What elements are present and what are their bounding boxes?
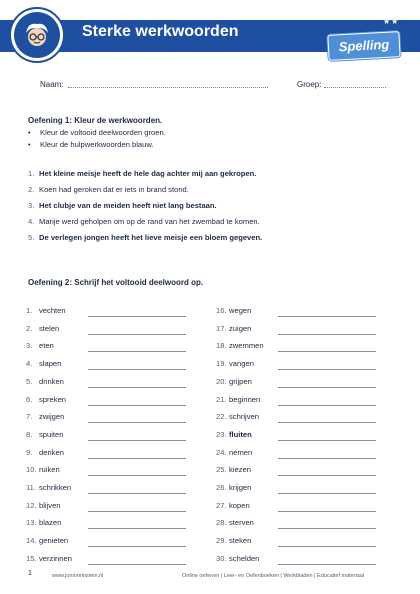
page-number: 1 <box>28 570 32 577</box>
verb-number: 27. <box>216 500 227 510</box>
verb-number: 28. <box>216 518 227 528</box>
verb-number: 7. <box>26 412 33 422</box>
verb-item <box>216 554 259 563</box>
page-title: Sterke werkwoorden <box>82 23 239 40</box>
verb-number: 13. <box>26 518 37 528</box>
answer-line[interactable] <box>278 475 376 476</box>
verb-item <box>26 341 54 350</box>
verb-word: zwemmen <box>229 341 264 351</box>
answer-line[interactable] <box>88 564 186 565</box>
verb-number: 23. <box>216 429 227 439</box>
answer-line[interactable] <box>88 458 186 459</box>
instruction-text: Kleur de hulpwerkwoorden blauw. <box>40 140 154 149</box>
answer-line[interactable] <box>278 316 376 317</box>
verb-item <box>26 359 61 368</box>
verb-word: grijpen <box>229 376 252 386</box>
verb-number: 29. <box>216 536 227 546</box>
sentence-text: De verlegen jongen heeft het lieve meisje een bloem gegeven. <box>39 233 263 242</box>
verb-number: 2. <box>26 323 33 333</box>
verb-item <box>216 501 250 510</box>
verb-number: 17. <box>216 323 227 333</box>
answer-line[interactable] <box>278 351 376 352</box>
sentence-number: 2. <box>28 185 35 194</box>
answer-line[interactable] <box>278 440 376 441</box>
answer-line[interactable] <box>278 493 376 494</box>
subject-badge: Spelling <box>327 31 400 61</box>
answer-line[interactable] <box>88 528 186 529</box>
name-field[interactable] <box>68 87 268 88</box>
group-label: Groep: <box>297 80 322 89</box>
verb-word: drinken <box>39 376 64 386</box>
sentence-number: 5. <box>28 233 35 242</box>
verb-item <box>26 465 60 474</box>
verb-item <box>216 483 251 492</box>
verb-number: 30. <box>216 553 227 563</box>
answer-line[interactable] <box>278 528 376 529</box>
verb-word: schrijven <box>229 412 259 422</box>
sentence-number: 3. <box>28 201 35 210</box>
verb-number: 10. <box>26 465 37 475</box>
answer-line[interactable] <box>88 334 186 335</box>
verb-word: fluiten <box>229 429 252 439</box>
verb-word: vechten <box>39 306 66 315</box>
verb-word: beginnen <box>229 394 261 404</box>
sentence-text: Het kleine meisje heeft de hele dag achter mij aan gekropen. <box>39 169 257 178</box>
instruction-text: Kleur de voltooid deelwoorden groen. <box>40 128 166 137</box>
verb-number: 4. <box>26 359 33 369</box>
verb-item <box>216 465 251 474</box>
verb-item <box>26 518 61 527</box>
verb-number: 11. <box>26 483 36 492</box>
verb-item <box>216 359 254 368</box>
verb-word: vangen <box>229 359 254 369</box>
verb-word: zuigen <box>229 323 252 333</box>
exercise-2-title: Oefening 2: Schrijf het voltooid deelwoord op. <box>28 278 204 287</box>
verb-item <box>26 324 59 333</box>
answer-line[interactable] <box>88 546 186 547</box>
verb-number: 20. <box>216 376 227 386</box>
answer-line[interactable] <box>278 511 376 512</box>
verb-number: 15. <box>26 553 37 563</box>
sentence-row <box>28 217 260 226</box>
verb-item <box>216 412 259 421</box>
verb-item <box>216 324 251 333</box>
verb-item <box>216 448 252 457</box>
name-label: Naam: <box>40 80 64 89</box>
verb-number: 14. <box>26 536 37 546</box>
verb-item <box>216 518 254 527</box>
difficulty-stars: ★★ <box>383 17 400 26</box>
sentence-row <box>28 233 262 242</box>
verb-word: spuiten <box>39 429 64 439</box>
verb-word: kopen <box>229 500 250 510</box>
sentence-text: Het clubje van de meiden heeft niet lang bestaan. <box>39 201 217 210</box>
verb-item <box>26 554 72 563</box>
verb-item <box>26 412 64 421</box>
exercise-1-title: Oefening 1: Kleur de werkwoorden. <box>28 116 163 125</box>
verb-item <box>26 448 64 457</box>
footer-links[interactable]: Online oefenen | Leer- en Oefenboeken | Werkbladen | Educatief materiaal <box>182 573 365 579</box>
verb-word: stelen <box>39 323 60 333</box>
verb-item <box>216 395 260 404</box>
verb-word: blijven <box>39 500 61 510</box>
verb-item <box>216 306 251 315</box>
answer-line[interactable] <box>88 475 186 476</box>
answer-line[interactable] <box>278 387 376 388</box>
verb-word: eten <box>39 341 54 351</box>
verb-word: schelden <box>229 553 260 563</box>
verb-number: 24. <box>216 447 227 457</box>
answer-line[interactable] <box>88 387 186 388</box>
answer-line[interactable] <box>88 493 186 494</box>
verb-item <box>26 377 64 386</box>
sentence-row <box>28 201 217 210</box>
verb-number: 25. <box>216 465 227 475</box>
answer-line[interactable] <box>278 334 376 335</box>
verb-item <box>26 483 71 492</box>
verb-word: schrikken <box>39 483 72 492</box>
answer-line[interactable] <box>88 405 186 406</box>
verb-item <box>26 395 66 404</box>
verb-word: sterven <box>229 518 254 528</box>
verb-item <box>26 306 66 315</box>
answer-line[interactable] <box>278 458 376 459</box>
verb-number: 18. <box>216 341 227 351</box>
verb-number: 6. <box>26 394 33 404</box>
verb-word: ruiken <box>39 465 60 475</box>
verb-item <box>26 430 64 439</box>
verb-number: 22. <box>216 412 227 422</box>
answer-line[interactable] <box>88 511 186 512</box>
page-header <box>0 0 420 62</box>
verb-item <box>26 536 68 545</box>
answer-line[interactable] <box>88 440 186 441</box>
footer-url[interactable]: www.junioreinstein.nl <box>52 573 104 579</box>
verb-word: nemen <box>229 447 253 457</box>
verb-number: 8. <box>26 429 33 439</box>
verb-word: genieten <box>39 536 69 546</box>
verb-word: kiezen <box>229 465 251 475</box>
verb-item <box>216 430 252 439</box>
verb-item <box>26 501 61 510</box>
verb-item <box>216 536 251 545</box>
verb-number: 16. <box>216 306 227 315</box>
verb-number: 12. <box>26 500 37 510</box>
verb-number: 5. <box>26 376 33 386</box>
answer-line[interactable] <box>278 369 376 370</box>
verb-word: slapen <box>39 359 62 369</box>
sentence-row <box>28 169 256 178</box>
sentence-text: Koen had geroken dat er iets in brand stond. <box>39 185 189 194</box>
verb-word: krijgen <box>229 483 252 492</box>
junior-einstein-logo <box>6 6 68 64</box>
verb-number: 26. <box>216 483 227 492</box>
answer-line[interactable] <box>278 546 376 547</box>
verb-word: wegen <box>229 306 252 315</box>
verb-word: denken <box>39 447 64 457</box>
verb-word: spreken <box>39 394 67 404</box>
verb-word: zwijgen <box>39 412 65 422</box>
answer-line[interactable] <box>278 405 376 406</box>
answer-line[interactable] <box>88 422 186 423</box>
verb-number: 1. <box>26 306 33 315</box>
answer-line[interactable] <box>278 564 376 565</box>
verb-item <box>216 377 252 386</box>
instruction-item: • Kleur de voltooid deelwoorden groen. <box>28 128 166 137</box>
answer-line[interactable] <box>88 369 186 370</box>
sentence-number: 4. <box>28 217 35 226</box>
group-field[interactable] <box>324 87 386 88</box>
verb-word: steken <box>229 536 252 546</box>
answer-line[interactable] <box>88 351 186 352</box>
verb-number: 9. <box>26 447 33 457</box>
answer-line[interactable] <box>88 316 186 317</box>
verb-number: 3. <box>26 341 33 351</box>
sentence-row <box>28 185 189 194</box>
verb-word: blazen <box>39 518 62 528</box>
verb-word: verzinnen <box>39 553 72 563</box>
sentence-number: 1. <box>28 169 35 178</box>
instruction-item: • Kleur de hulpwerkwoorden blauw. <box>28 140 154 149</box>
sentence-text: Marije werd geholpen om op de rand van het zwembad te komen. <box>39 217 260 226</box>
verb-item <box>216 341 264 350</box>
verb-number: 21. <box>216 394 227 404</box>
verb-number: 19. <box>216 359 227 369</box>
answer-line[interactable] <box>278 422 376 423</box>
